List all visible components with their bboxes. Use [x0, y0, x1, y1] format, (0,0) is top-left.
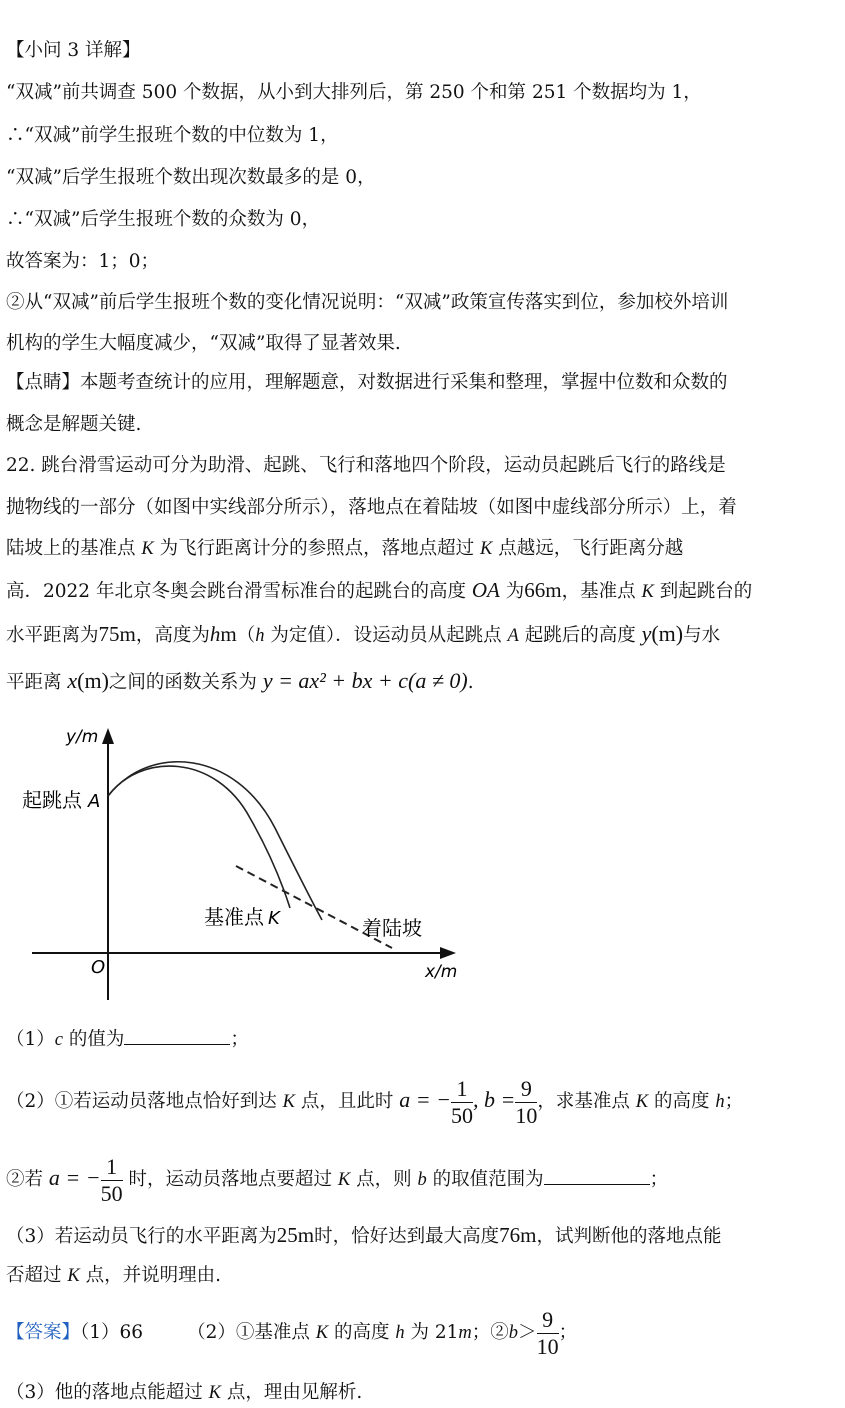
text: 时，恰好达到最大高度	[314, 1226, 500, 1247]
var-k: K	[67, 1266, 80, 1286]
text: 的取值范围为	[426, 1169, 544, 1190]
unit: (m)	[77, 668, 109, 693]
text: ，求基准点	[537, 1091, 636, 1112]
denominator: 50	[450, 1102, 473, 1128]
numerator: 1	[101, 1154, 123, 1181]
var-b: b	[508, 1323, 519, 1343]
question-2-2	[6, 1150, 668, 1208]
var-c: c	[54, 1030, 63, 1050]
var-k: K	[141, 539, 154, 559]
text: 为	[499, 581, 525, 602]
problem-text: 22. 跳台滑雪运动可分为助滑、起跳、飞行和落地四个阶段，运动员起跳后飞行的路线是	[6, 455, 726, 476]
denominator: 10	[536, 1333, 559, 1359]
paragraph: ②从“双减”前后学生报班个数的变化情况说明：“双减”政策宣传落实到位，参加校外培训	[6, 292, 729, 313]
formula: a = −	[48, 1165, 101, 1190]
takeoff-label: 起跳点	[22, 788, 82, 812]
answer-blank[interactable]	[124, 1026, 230, 1045]
problem-text	[6, 621, 720, 649]
formula: , b =	[472, 1087, 516, 1112]
value: 76m	[499, 1223, 537, 1247]
var-h: h	[715, 1092, 725, 1112]
numerator: 9	[515, 1076, 537, 1103]
text: ，试判断他的落地点能	[536, 1226, 722, 1247]
formula: a = −	[399, 1087, 451, 1112]
text: （	[236, 625, 256, 646]
text: ；	[230, 1029, 249, 1050]
text: 为 21	[404, 1322, 459, 1343]
var-a: A	[507, 626, 519, 646]
text: 为定值）．设运动员从起跳点	[264, 625, 508, 646]
text: 的高度	[648, 1091, 716, 1112]
answer-tag: 【答案】	[6, 1322, 81, 1343]
question-2-1	[6, 1072, 743, 1130]
text: 否超过	[6, 1265, 68, 1286]
value: 25m	[276, 1223, 315, 1247]
text: 为飞行距离计分的参照点，落地点超过	[153, 538, 480, 559]
problem-text	[6, 668, 474, 696]
text: ＞	[518, 1322, 537, 1343]
question-3-cont	[6, 1263, 221, 1289]
text: .	[467, 672, 474, 693]
paragraph: “双减”前共调查 500 个数据，从小到大排列后，第 250 个和第 251 个数据均为 1，	[6, 82, 702, 103]
text: 陆坡上的基准点	[6, 538, 142, 559]
paragraph: “双减”后学生报班个数出现次数最多的是 0，	[6, 167, 376, 188]
text: ；	[649, 1169, 669, 1190]
text: ，高度为	[135, 625, 210, 646]
k-letter: K	[268, 908, 280, 929]
answer-line	[6, 1305, 577, 1361]
text: （3）他的落地点能超过	[6, 1382, 209, 1403]
text: 与水	[683, 625, 721, 646]
paragraph: 机构的学生大幅度减少，“双减”取得了显著效果.	[6, 333, 401, 354]
problem-text: 抛物线的一部分（如图中实线部分所示），落地点在着陆坡（如图中虚线部分所示）上，着	[6, 497, 737, 518]
var-b: b	[417, 1170, 427, 1190]
paragraph: 故答案为：1；0；	[6, 251, 160, 272]
text: ②若	[6, 1169, 49, 1190]
var-k: K	[480, 539, 493, 559]
takeoff-letter: A	[88, 791, 101, 812]
var-k: K	[641, 582, 654, 602]
text: 点越远，飞行距离分越	[492, 538, 684, 559]
var-k: K	[337, 1170, 351, 1190]
text: 点，并说明理由.	[79, 1265, 221, 1286]
paragraph: ∴“双减”前学生报班个数的中位数为 1，	[6, 125, 339, 146]
k-label: 基准点	[204, 905, 264, 929]
text: （3）若运动员飞行的水平距离为	[6, 1226, 277, 1247]
fraction	[101, 1154, 123, 1207]
problem-text	[6, 536, 683, 562]
answer-blank[interactable]	[544, 1166, 650, 1185]
var-k: K	[635, 1092, 649, 1112]
trajectory-long	[108, 762, 322, 920]
unit: m	[220, 622, 237, 646]
denominator: 10	[515, 1102, 538, 1128]
text: ；	[724, 1091, 744, 1112]
var-k: K	[315, 1323, 329, 1343]
text: （2）①若运动员落地点恰好到达	[6, 1091, 283, 1112]
text: ；	[558, 1322, 578, 1343]
question-1	[6, 1026, 249, 1053]
unit: (m)	[651, 621, 684, 646]
paragraph: ∴“双减”后学生报班个数的众数为 0，	[6, 209, 321, 230]
trajectory-short	[108, 766, 290, 908]
ski-jump-figure	[0, 718, 460, 1008]
answer-line-3	[6, 1380, 362, 1406]
text: 平距离	[6, 672, 68, 693]
text: ，基准点	[561, 581, 642, 602]
comment-paragraph: 概念是解题关键.	[6, 414, 142, 435]
text: 之间的函数关系为	[108, 672, 263, 693]
text: 起跳后的高度	[518, 625, 642, 646]
var-x: x	[67, 668, 78, 693]
text: 的高度	[328, 1322, 396, 1343]
comment-paragraph: 【点睛】本题考查统计的应用，理解题意，对数据进行采集和整理，掌握中位数和众数的	[6, 372, 728, 393]
fraction	[451, 1076, 473, 1129]
x-axis-label: x/m	[425, 962, 458, 982]
y-axis-arrow	[102, 728, 114, 744]
y-axis-label: y/m	[66, 727, 99, 747]
unit: m	[458, 1323, 472, 1343]
fraction	[537, 1307, 559, 1360]
var-h: h	[395, 1323, 405, 1343]
text: （1）66	[80, 1322, 144, 1343]
text: 水平距离为	[6, 625, 99, 646]
text: 点，且此时	[295, 1091, 400, 1112]
denominator: 50	[100, 1180, 123, 1206]
numerator: 1	[451, 1076, 473, 1103]
problem-text	[6, 577, 752, 605]
var-k: K	[282, 1092, 295, 1112]
section-heading: 【小问 3 详解】	[6, 40, 141, 61]
var-y: y	[641, 621, 652, 646]
slope-label: 着陆坡	[362, 916, 422, 940]
var-h: h	[209, 622, 221, 646]
fraction	[515, 1076, 537, 1129]
value: 75m	[98, 622, 136, 646]
text: 的值为	[63, 1029, 125, 1050]
var-h: h	[255, 626, 265, 646]
question-3	[6, 1222, 722, 1250]
numerator: 9	[537, 1307, 559, 1334]
text: 点，理由见解析.	[221, 1382, 363, 1403]
text: 时，运动员落地点要超过	[122, 1169, 338, 1190]
value: 66m	[524, 578, 562, 602]
function-formula: y = ax² + bx + c(a ≠ 0)	[262, 668, 468, 693]
text: 高．2022 年北京冬奥会跳台滑雪标准台的起跳台的高度	[6, 581, 472, 602]
var-oa: OA	[471, 578, 500, 602]
origin-label: O	[91, 957, 106, 978]
text: ；②	[471, 1322, 509, 1343]
var-k: K	[208, 1383, 221, 1403]
text: 点，则	[350, 1169, 418, 1190]
text: （2）①基准点	[187, 1322, 316, 1343]
x-axis-arrow	[440, 947, 456, 959]
text: 到起跳台的	[653, 581, 753, 602]
text: （1）	[6, 1029, 55, 1050]
